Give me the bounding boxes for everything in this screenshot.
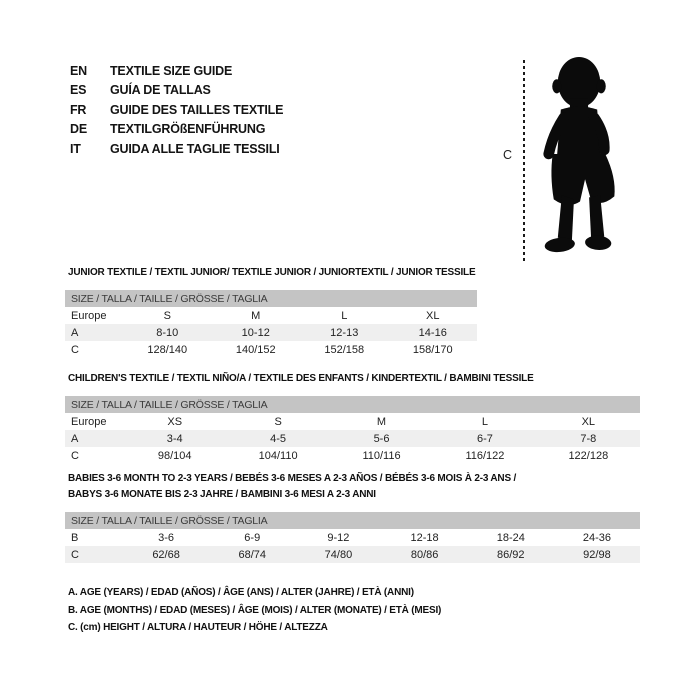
height-cell: 98/104: [157, 449, 192, 462]
row-label: Europe: [71, 309, 107, 322]
row-label: A: [71, 432, 79, 445]
row-label: C: [71, 449, 79, 462]
language-label: TEXTILGRÖßENFÜHRUNG: [110, 122, 266, 137]
age-cell: 10-12: [241, 326, 270, 339]
age-cell: 18-24: [496, 531, 525, 544]
section-title-childrens: [68, 371, 534, 387]
language-code: EN: [70, 63, 87, 78]
age-cell: 8-10: [156, 326, 179, 339]
table-row-europe: [65, 307, 477, 324]
row-label: Europe: [71, 415, 107, 428]
language-label: GUÍA DE TALLAS: [110, 83, 211, 98]
table-row-height-cm: [65, 447, 640, 464]
table-row-height-cm: [65, 341, 477, 358]
age-cell: 4-5: [270, 432, 287, 445]
size-cell: XS: [167, 415, 183, 428]
language-row-it: [70, 139, 283, 159]
legend-line-a: A. AGE (YEARS) / EDAD (AÑOS) / ÂGE (ANS) / ALTER (JAHRE) / ETÀ (ANNI): [68, 587, 414, 598]
size-cell: S: [163, 309, 171, 322]
age-cell: 3-4: [166, 432, 183, 445]
language-label: GUIDE DES TAILLES TEXTILE: [110, 102, 284, 117]
babies-size-table: [65, 512, 640, 563]
language-row-es: [70, 81, 283, 101]
height-cell: 86/92: [497, 548, 525, 561]
row-label: A: [71, 326, 79, 339]
legend-line-b: B. AGE (MONTHS) / EDAD (MESES) / ÂGE (MOIS) / ALTER (MONATE) / ETÀ (MESI): [68, 604, 442, 616]
section-title-line: JUNIOR TEXTILE / TEXTIL JUNIOR/ TEXTILE JUNIOR / JUNIORTEXTIL / JUNIOR TESSILE: [68, 267, 476, 278]
language-row-fr: [70, 100, 283, 120]
height-cell: 122/128: [568, 449, 609, 462]
size-cell: M: [376, 415, 387, 428]
language-label: GUIDA ALLE TAGLIE TESSILI: [110, 141, 280, 156]
section-title-line: BABYS 3-6 MONATE BIS 2-3 JAHRE / BAMBINI 3-6 MESI A 2-3 ANNI: [68, 489, 376, 500]
table-row-europe: [65, 413, 640, 430]
height-cell: 158/170: [412, 343, 453, 356]
height-cell: 80/86: [410, 548, 439, 561]
language-code: ES: [70, 83, 87, 98]
table-header-size: SIZE / TALLA / TAILLE / GRÖSSE / TAGLIA: [65, 290, 477, 307]
height-cell: 140/152: [235, 343, 276, 356]
height-cell: 128/140: [147, 343, 188, 356]
language-row-de: [70, 120, 283, 140]
row-label: B: [71, 531, 79, 544]
size-cell: M: [251, 309, 261, 322]
childrens-size-table: [65, 396, 640, 464]
language-code: FR: [70, 102, 87, 117]
size-cell: S: [274, 415, 282, 428]
size-cell: XL: [581, 415, 596, 428]
table-row-age-years: [65, 430, 640, 447]
height-cell: 152/158: [324, 343, 365, 356]
height-measure-label: C: [503, 148, 513, 162]
size-cell: L: [341, 309, 348, 322]
junior-size-table: [65, 290, 477, 358]
language-code: DE: [70, 122, 87, 137]
age-cell: 9-12: [327, 531, 350, 544]
age-cell: 6-7: [476, 432, 493, 445]
age-cell: 5-6: [373, 432, 390, 445]
section-title-junior: [68, 265, 475, 281]
table-header-size: SIZE / TALLA / TAILLE / GRÖSSE / TAGLIA: [65, 396, 640, 413]
age-cell: 24-36: [582, 531, 612, 544]
baby-silhouette-icon: [533, 56, 625, 258]
height-cell: 62/68: [152, 548, 180, 561]
table-header-size: SIZE / TALLA / TAILLE / GRÖSSE / TAGLIA: [65, 512, 640, 529]
size-cell: L: [481, 415, 488, 428]
language-list: [70, 61, 283, 159]
legend: [68, 584, 441, 637]
height-cell: 92/98: [583, 548, 611, 561]
language-code: IT: [70, 141, 81, 156]
row-label: C: [71, 548, 79, 561]
height-cell: 104/110: [258, 449, 298, 462]
row-label: C: [71, 343, 79, 356]
section-title-line: BABIES 3-6 MONTH TO 2-3 YEARS / BEBÉS 3-6 MESES A 2-3 AÑOS / BÉBÉS 3-6 MOIS À 2-3 ANS /: [68, 473, 517, 484]
table-row-height-cm: [65, 546, 640, 563]
height-cell: 116/122: [465, 449, 505, 462]
age-cell: 12-18: [410, 531, 439, 544]
age-cell: 3-6: [158, 531, 175, 544]
age-cell: 7-8: [580, 432, 597, 445]
table-row-age-years: [65, 324, 477, 341]
language-row-en: [70, 61, 283, 81]
age-cell: 12-13: [330, 326, 359, 339]
height-cell: 110/116: [362, 449, 401, 462]
language-label: TEXTILE SIZE GUIDE: [110, 63, 233, 78]
section-title-line: CHILDREN'S TEXTILE / TEXTIL NIÑO/A / TEXTILE DES ENFANTS / KINDERTEXTIL / BAMBINI TESSILE: [68, 373, 534, 384]
age-cell: 6-9: [244, 531, 261, 544]
section-title-babies: [68, 471, 516, 503]
height-measure-dashed-line: [523, 60, 525, 262]
table-row-age-months: [65, 529, 640, 546]
size-cell: XL: [426, 309, 440, 322]
legend-line-c: C. (cm) HEIGHT / ALTURA / HAUTEUR / HÖHE / ALTEZZA: [68, 622, 328, 633]
height-cell: 68/74: [238, 548, 267, 561]
age-cell: 14-16: [418, 326, 447, 339]
height-cell: 74/80: [324, 548, 353, 561]
